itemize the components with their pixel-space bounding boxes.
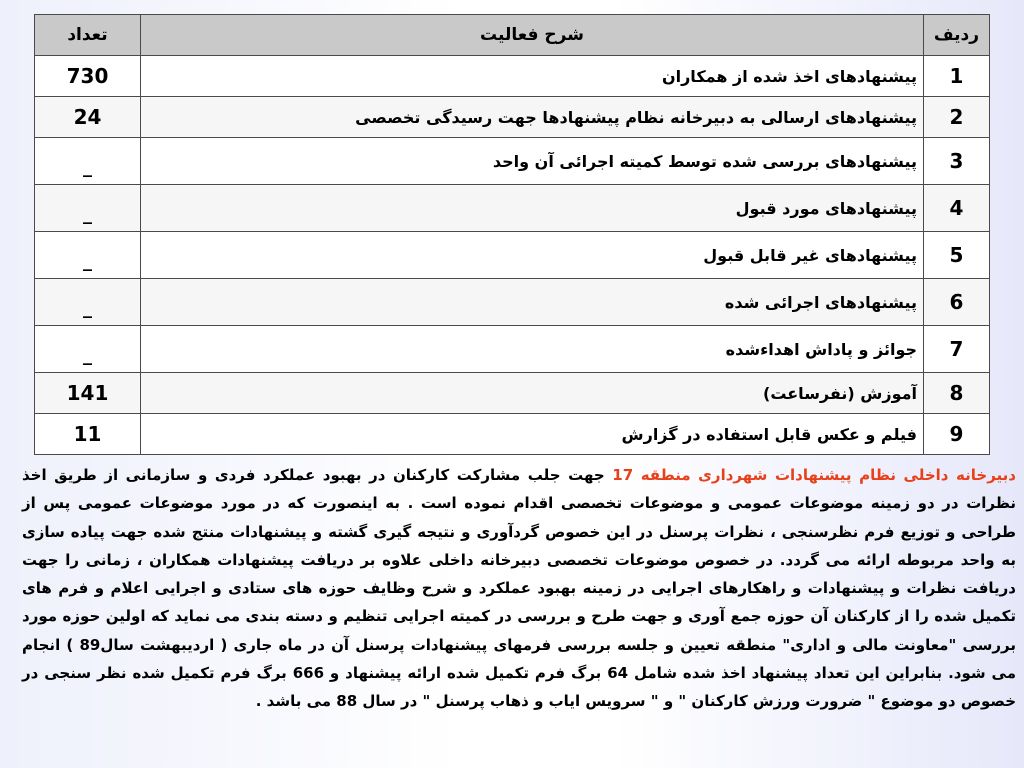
row-description: جوائز و پاداش اهداءشده	[141, 326, 924, 373]
activity-table	[34, 14, 990, 455]
row-count: 141	[35, 373, 141, 414]
row-count: _	[35, 185, 141, 232]
paragraph-highlight: دبیرخانه داخلی نظام پیشنهادات شهرداری منطقه 17	[612, 466, 1016, 484]
report-paragraph	[22, 461, 1016, 716]
row-number: 1	[924, 56, 990, 97]
row-count: 24	[35, 97, 141, 138]
header-row-number: ردیف	[924, 15, 990, 56]
header-count: تعداد	[35, 15, 141, 56]
row-number: 5	[924, 232, 990, 279]
row-description: پیشنهادهای اجرائی شده	[141, 279, 924, 326]
row-description: پیشنهادهای اخذ شده از همکاران	[141, 56, 924, 97]
row-number: 6	[924, 279, 990, 326]
table-row	[35, 326, 990, 373]
row-description: فیلم و عکس قابل استفاده در گزارش	[141, 414, 924, 455]
row-number: 3	[924, 138, 990, 185]
table-row	[35, 138, 990, 185]
row-description: آموزش (نفرساعت)	[141, 373, 924, 414]
row-count: _	[35, 326, 141, 373]
table-row	[35, 279, 990, 326]
row-number: 9	[924, 414, 990, 455]
row-description: پیشنهادهای ارسالی به دبیرخانه نظام پیشنهادها جهت رسیدگی تخصصی	[141, 97, 924, 138]
row-count: _	[35, 279, 141, 326]
row-number: 4	[924, 185, 990, 232]
table-header-row	[35, 15, 990, 56]
row-count: _	[35, 232, 141, 279]
header-description: شرح فعالیت	[141, 15, 924, 56]
row-number: 2	[924, 97, 990, 138]
row-count: 11	[35, 414, 141, 455]
table-row	[35, 56, 990, 97]
row-description: پیشنهادهای غیر قابل قبول	[141, 232, 924, 279]
paragraph-body: جهت جلب مشارکت کارکنان در بهبود عملکرد فردی و سازمانی از طریق اخذ نظرات در دو زمینه موضوعات عمومی و موضوعات تخصصی اقدام نموده است . به اینصورت که در مورد موضوعات عمومی پس از طراحی و توزیع فرم نظرسنجی ، نظرات پرسنل در این خصوص گردآوری و نتیجه گیری گشته و پیشنهادات منتج شده جهت پیاده سازی به واحد مربوطه ارائه می گردد. در خصوص موضوعات تخصصی دبیرخانه داخلی علاوه بر دریافت پیشنهادات همکاران ، زمانی را جهت دریافت نظرات و پیشنهادات و راهکارهای اجرایی در زمینه بهبود عملکرد و شرح وظایف حوزه های ستادی و اجرایی اعلام و فرم های تکمیل شده را از کارکنان آن حوزه جمع آوری و جهت طرح و بررسی در کمیته اجرایی تنظیم و دسته بندی می نماید که اولین حوزه مورد بررسی "معاونت مالی و اداری" منطقه تعیین و جلسه بررسی فرمهای پیشنهادات پرسنل آن در ماه جاری ( اردیبهشت سال89 ) انجام می شود. بنابراین این تعداد پیشنهاد اخذ شده شامل 64 برگ فرم تکمیل شده ارائه پیشنهاد و 666 برگ فرم تکمیل شده نظر سنجی در خصوص دو موضوع " ضرورت ورزش کارکنان " و " سرویس ایاب و ذهاب پرسنل " در سال 88 می باشد .	[22, 466, 1017, 711]
table-row	[35, 373, 990, 414]
row-description: پیشنهادهای بررسی شده توسط کمیته اجرائی آن واحد	[141, 138, 924, 185]
row-description: پیشنهادهای مورد قبول	[141, 185, 924, 232]
table-row	[35, 232, 990, 279]
table-row	[35, 97, 990, 138]
table-row	[35, 414, 990, 455]
table-row	[35, 185, 990, 232]
row-number: 7	[924, 326, 990, 373]
row-count: _	[35, 138, 141, 185]
row-number: 8	[924, 373, 990, 414]
row-count: 730	[35, 56, 141, 97]
